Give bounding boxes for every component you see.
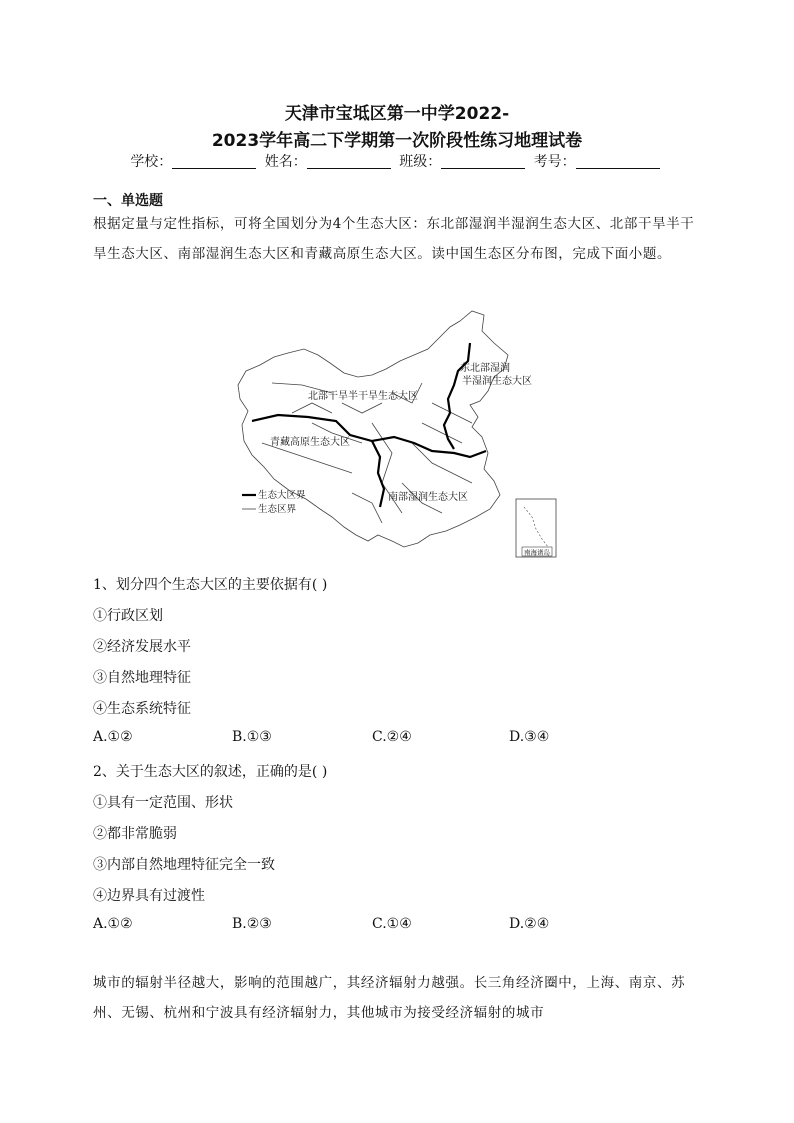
q2-option-b[interactable]: B.②③	[232, 916, 272, 932]
name-label: 姓名：	[264, 154, 307, 170]
q2-statement-3: ③内部自然地理特征完全一致	[93, 857, 275, 873]
intro-paragraph: 根据定量与定性指标，可将全国划分为4个生态大区：东北部湿润半湿润生态大区、北部干旱半干旱生态大区、南部湿润生态大区和青藏高原生态大区。读中国生态区分布图，完成下面小题。	[93, 216, 695, 262]
class-label: 班级：	[399, 154, 442, 170]
exam-number-label: 考号：	[533, 154, 576, 170]
china-ecoregion-map	[232, 303, 562, 563]
label-qinghai-tibet: 青藏高原生态大区	[270, 437, 350, 448]
q1-statement-2: ②经济发展水平	[93, 639, 191, 655]
q1-statement-3: ③自然地理特征	[93, 670, 191, 686]
legend-macro-label: 生态大区界	[258, 490, 306, 501]
q1-option-c[interactable]: C.②④	[372, 729, 412, 745]
label-northeast-2: 半湿润生态大区	[462, 376, 532, 387]
question-2-stem: 2、关于生态大区的叙述，正确的是( )	[93, 764, 328, 780]
q1-option-d[interactable]: D.③④	[509, 729, 550, 745]
boundary-north-south	[252, 415, 486, 457]
q2-option-d[interactable]: D.②④	[509, 916, 550, 932]
section-title: 一、单选题	[93, 193, 163, 209]
legend-region-label: 生态区界	[258, 504, 297, 515]
label-northeast-1: 东北部湿润	[460, 363, 510, 374]
q2-statement-1: ①具有一定范围、形状	[93, 795, 233, 811]
q1-statement-4: ④生态系统特征	[93, 701, 191, 717]
exam-title-line-2: 2023学年高二下学期第一次阶段性练习地理试卷	[211, 131, 583, 151]
q2-option-c[interactable]: C.①④	[372, 916, 412, 932]
q2-statement-4: ④边界具有过渡性	[93, 888, 205, 904]
boundary-tibet-east	[372, 441, 384, 507]
label-north: 北部干旱半干旱生态大区	[308, 391, 418, 402]
q1-statement-1: ①行政区划	[93, 608, 163, 624]
q1-option-a[interactable]: A.①②	[93, 729, 133, 745]
inset-label: 南海诸岛	[524, 548, 550, 557]
student-info-row	[0, 151, 794, 171]
question-1-stem: 1、划分四个生态大区的主要依据有( )	[93, 577, 328, 593]
q1-option-b[interactable]: B.①③	[232, 729, 272, 745]
name-blank[interactable]	[307, 154, 391, 169]
exam-title-line-1: 天津市宝坻区第一中学2022-	[284, 104, 510, 124]
label-south: 南部湿润生态大区	[388, 492, 468, 503]
closing-paragraph: 城市的辐射半径越大，影响的范围越广，其经济辐射力越强。长三角经济圈中，上海、南京、苏州、无锡、杭州和宁波具有经济辐射力，其他城市为接受经济辐射的城市	[93, 975, 686, 1021]
school-blank[interactable]	[172, 154, 256, 169]
school-label: 学校：	[130, 154, 173, 170]
q2-statement-2: ②都非常脆弱	[93, 826, 177, 842]
exam-number-blank[interactable]	[576, 154, 660, 169]
q2-option-a[interactable]: A.①②	[93, 916, 133, 932]
boundary-northeast	[444, 343, 470, 449]
class-blank[interactable]	[441, 154, 525, 169]
